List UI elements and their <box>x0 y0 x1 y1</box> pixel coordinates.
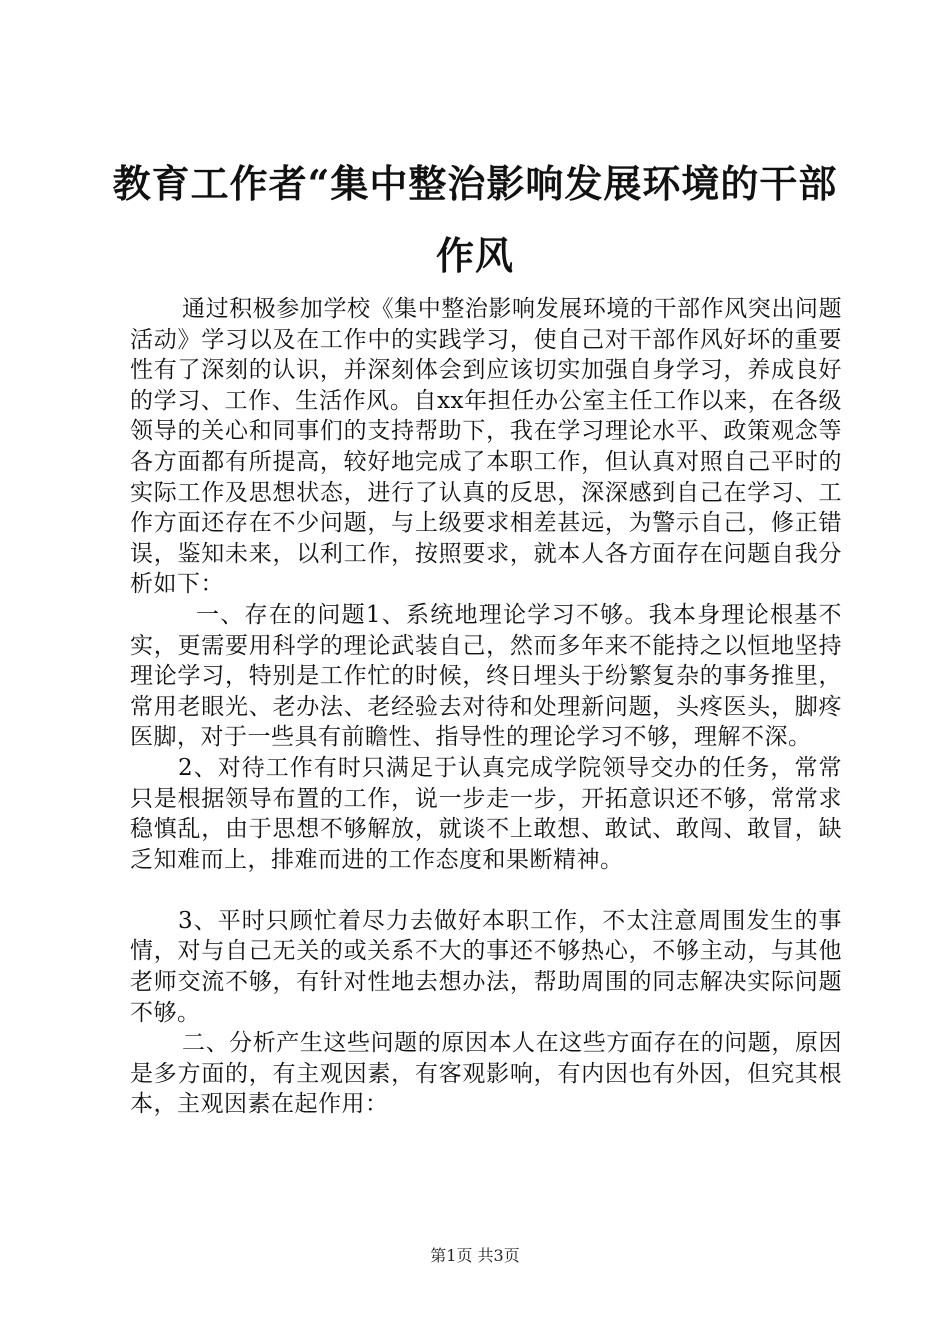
document-body <box>130 294 842 1120</box>
document-title: 教育工作者“集中整治影响发展环境的干部作风 <box>112 161 838 278</box>
paragraph-problem-3: 3、平时只顾忙着尽力去做好本职工作，不太注意周围发生的事情，对与自己无关的或关系不大的事还不够热心，不够主动，与其他老师交流不够，有针对性地去想办法，帮助周围的同志解决实际问题不够。 <box>130 907 842 1026</box>
page-number: 第1页 共3页 <box>430 1246 520 1265</box>
paragraph-problem-2: 2、对待工作有时只满足于认真完成学院领导交办的任务，常常只是根据领导布置的工作，说一步走一步，开拓意识还不够，常常求稳慎乱，由于思想不够解放，就谈不上敢想、敢试、敢闯、敢冒，缺乏知难而上，排难而进的工作态度和果断精神。 <box>130 754 842 873</box>
paragraph-intro: 通过积极参加学校《集中整治影响发展环境的干部作风突出问题活动》学习以及在工作中的实践学习，使自己对干部作风好坏的重要性有了深刻的认识，并深刻体会到应该切实加强自身学习，养成良好的学习、工作、生活作风。自xx年担任办公室主任工作以来，在各级领导的关心和同事们的支持帮助下，我在学习理论水平、政策观念等各方面都有所提高，较好地完成了本职工作，但认真对照自己平时的实际工作及思想状态，进行了认真的反思，深深感到自己在学习、工作方面还存在不少问题，与上级要求相差甚远，为警示自己，修正错误，鉴知未来，以利工作，按照要求，就本人各方面存在问题自我分析如下： <box>130 296 842 598</box>
paragraph-spacer <box>130 875 842 906</box>
paragraph-causes: 二、分析产生这些问题的原因本人在这些方面存在的问题，原因是多方面的，有主观因素，有客观影响，有内因也有外因，但究其根本，主观因素在起作用： <box>130 1030 842 1118</box>
paragraph-problems: 一、存在的问题1、系统地理论学习不够。我本身理论根基不实，更需要用科学的理论武装自己，然而多年来不能持之以恒地坚持理论学习，特别是工作忙的时候，终日埋头于纷繁复杂的事务推里，常用老眼光、老办法、老经验去对待和处理新问题，头疼医头，脚疼医脚，对于一些具有前瞻性、指导性的理论学习不够，理解不深。 <box>130 601 842 751</box>
